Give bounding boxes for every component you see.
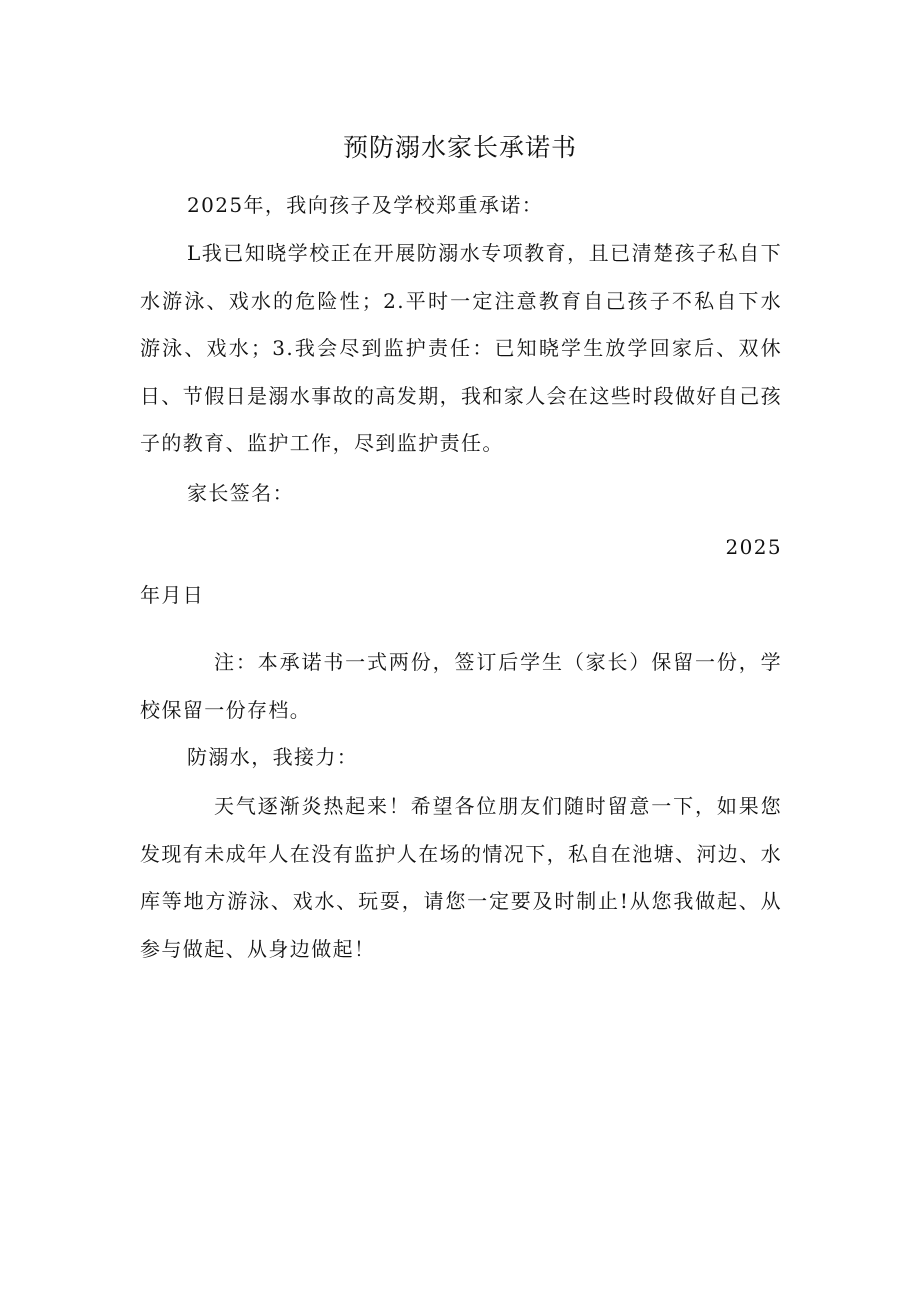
document-title: 预防溺水家长承诺书	[342, 133, 577, 162]
signature-label: 家长签名：	[187, 481, 294, 505]
date-rest: 年月日	[140, 583, 205, 607]
appeal-paragraph: 天气逐渐炎热起来！希望各位朋友们随时留意一下，如果您发现有未成年人在没有监护人在场的情况下，私自在池塘、河边、水库等地方游泳、戏水、玩耍，请您一定要及时制止!从您我做起、从参与做起、从身边做起！	[140, 794, 782, 961]
commitments-paragraph: L我已知晓学校正在开展防溺水专项教育，且已清楚孩子私自下水游泳、戏水的危险性；2.平时一定注意教育自己孩子不私自下水游泳、戏水；3.我会尽到监护责任：已知晓学生放学回家后、双休日、节假日是溺水事故的高发期，我和家人会在这些时段做好自己孩子的教育、监护工作，尽到监护责任。	[140, 241, 782, 455]
note-paragraph: 注：本承诺书一式两份，签订后学生（家长）保留一份，学校保留一份存档。	[140, 650, 782, 722]
date-year: 2025	[725, 535, 782, 559]
intro-paragraph: 2025年，我向孩子及学校郑重承诺：	[187, 193, 544, 217]
relay-heading: 防溺水，我接力：	[187, 745, 359, 769]
